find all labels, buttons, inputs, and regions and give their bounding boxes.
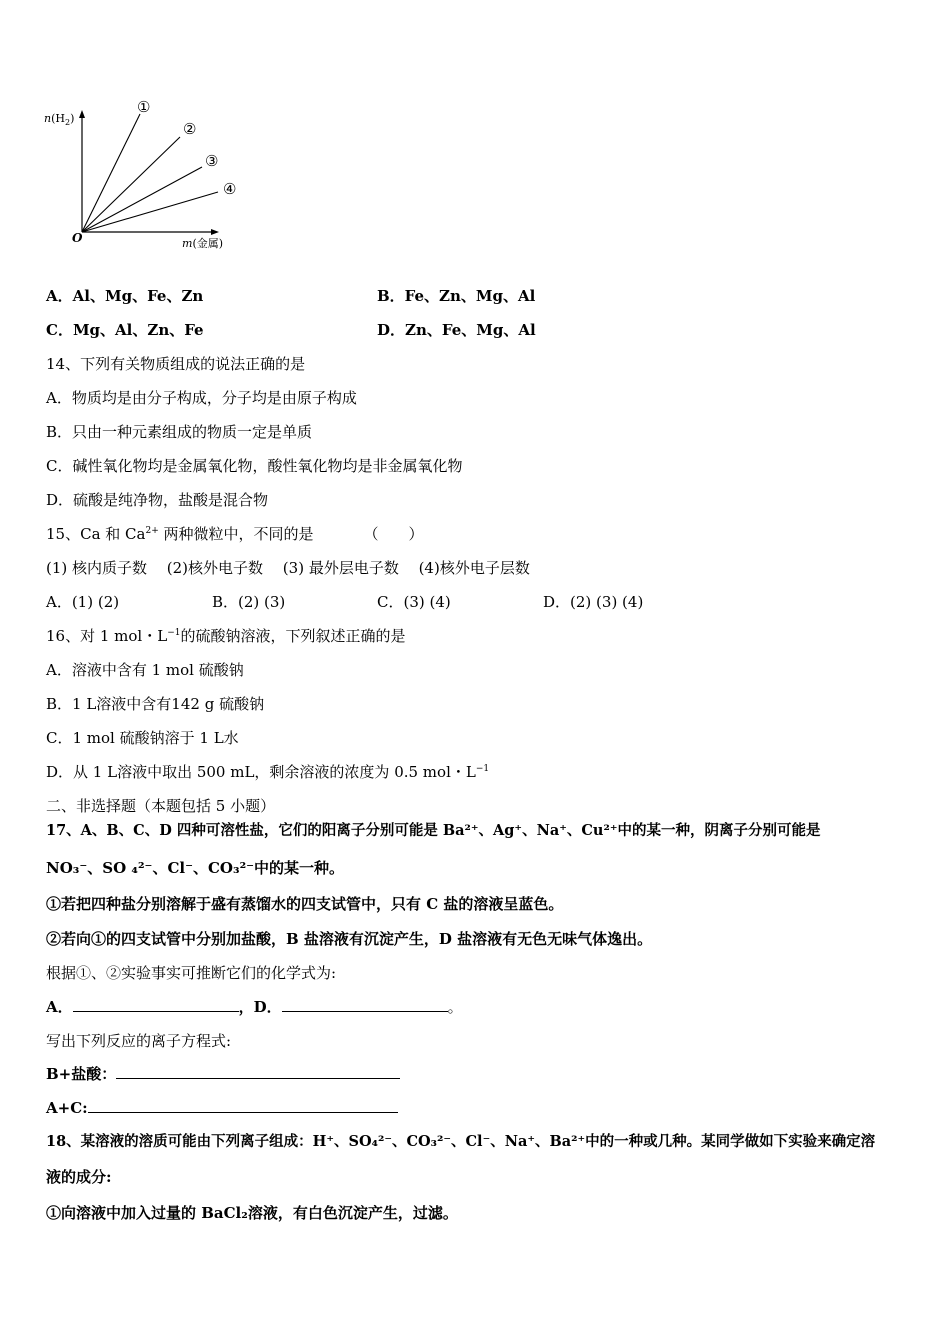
q17-infer: 根据①、②实验事实可推断它们的化学式为: [46,964,337,982]
equation-blank-1[interactable] [116,1064,400,1079]
q17-blanks-row: A． ，D． 。 [46,998,463,1016]
q17-write-equations: 写出下列反应的离子方程式: [46,1032,232,1050]
q17-equation-2: A+C: [46,1098,398,1118]
q15-stem: 15、Ca 和 $Ca^{2+}$ 两种微粒中，不同的是 （ ） [46,525,424,543]
line-2-label: ② [183,120,197,138]
line-1-label: ① [137,98,151,116]
q13-option-c: C．Mg、Al、Zn、Fe [46,321,204,339]
line-1 [82,114,140,232]
y-axis-label: $n(H_2)$ [44,112,75,127]
answer-blank-d[interactable] [282,997,448,1012]
line-4-label: ④ [223,180,237,198]
line-3 [82,167,202,232]
q17-condition-1: ①若把四种盐分别溶解于盛有蒸馏水的四支试管中，只有 C 盐的溶液呈蓝色。 [46,895,564,913]
q18-stem-line1: 18、某溶液的溶质可能由下列离子组成：H⁺、SO₄²⁻、CO₃²⁻、Cl⁻、Na⁺、Ba²⁺中的一种或几种。某同学做如下实验来确定溶 [46,1133,876,1150]
origin-label: O [72,231,83,245]
q15-items: (1) 核内质子数 (2)核外电子数 (3) 最外层电子数 (4)核外电子层数 [46,559,530,577]
section-2-title: 二、非选择题（本题包括 5 小题） [46,797,276,815]
q17-stem-line1: 17、A、B、C、D 四种可溶性盐，它们的阳离子分别可能是 Ba²⁺、Ag⁺、Na⁺、Cu²⁺中的某一种，阴离子分别可能是 [46,822,821,839]
q14-stem: 14、下列有关物质组成的说法正确的是 [46,355,306,373]
q18-step-1: ①向溶液中加入过量的 BaCl₂溶液，有白色沉淀产生，过滤。 [46,1204,458,1222]
q13-option-d: D．Zn、Fe、Mg、Al [377,321,536,339]
q15-option-c: C．(3) (4) [377,593,451,611]
equation-blank-2[interactable] [88,1098,398,1113]
q13-option-b: B．Fe、Zn、Mg、Al [377,287,536,305]
q15-option-a: A．(1) (2) [46,593,120,611]
q14-option-b: B．只由一种元素组成的物质一定是单质 [46,423,313,441]
line-3-label: ③ [205,152,219,170]
x-axis-arrow [211,229,219,235]
q16-option-a: A．溶液中含有 1 mol 硫酸钠 [46,661,244,679]
q15-option-d: D．(2) (3) (4) [543,593,644,611]
y-axis-arrow [79,110,85,118]
q13-option-a: A．Al、Mg、Fe、Zn [46,287,204,305]
hydrogen-vs-metal-graph [40,92,250,257]
answer-blank-a[interactable] [73,997,239,1012]
q18-stem-line2: 液的成分: [46,1168,112,1186]
q16-option-c: C．1 mol 硫酸钠溶于 1 L水 [46,729,239,747]
q16-option-b: B．1 L溶液中含有142 g 硫酸钠 [46,695,265,713]
q16-option-d: D．从 1 L溶液中取出 500 mL，剩余溶液的浓度为 0.5 mol・$L^{-1}$ [46,763,490,781]
q15-option-b: B．(2) (3) [212,593,286,611]
q14-option-d: D．硫酸是纯净物，盐酸是混合物 [46,491,269,509]
q16-stem: 16、对 1 mol・$L^{-1}$的硫酸钠溶液，下列叙述正确的是 [46,627,406,645]
x-axis-label: m(金属) [182,237,224,250]
q17-stem-line2: NO₃⁻、SO ₄²⁻、Cl⁻、CO₃²⁻中的某一种。 [46,859,345,877]
q14-option-c: C．碱性氧化物均是金属氧化物，酸性氧化物均是非金属氧化物 [46,457,463,475]
q17-condition-2: ②若向①的四支试管中分别加盐酸，B 盐溶液有沉淀产生，D 盐溶液有无色无味气体逸出。 [46,930,653,948]
q14-option-a: A．物质均是由分子构成，分子均是由原子构成 [46,389,357,407]
q17-equation-1: B+盐酸： [46,1064,400,1084]
